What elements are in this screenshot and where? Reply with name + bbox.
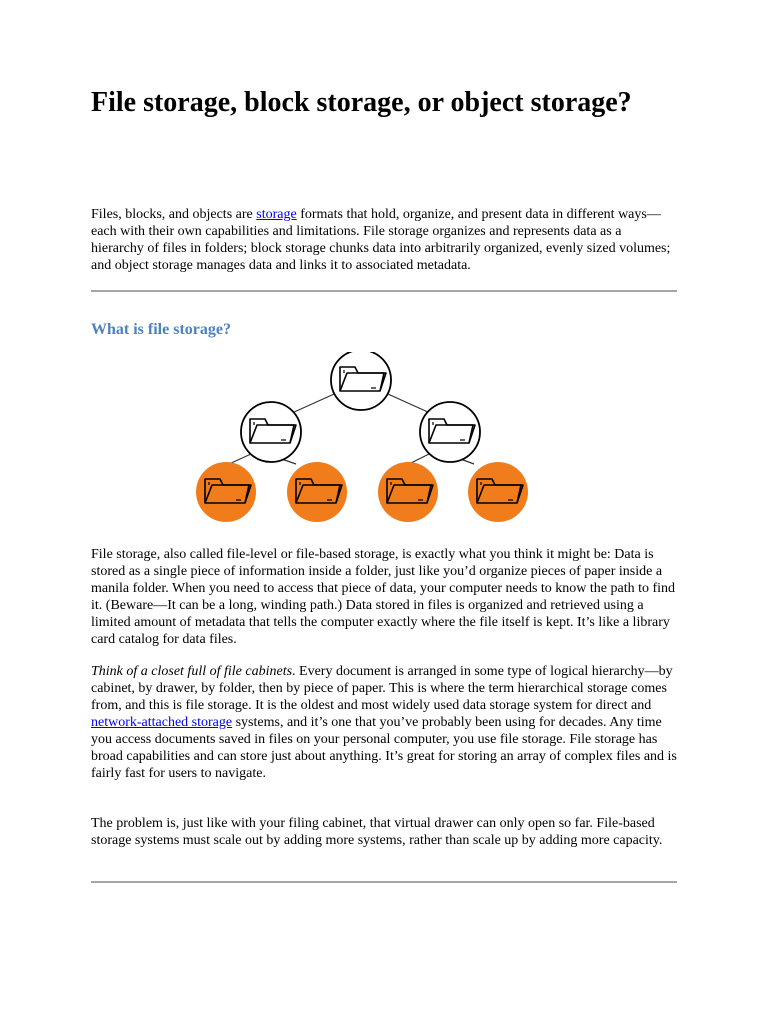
left-folder-node bbox=[241, 402, 301, 462]
italic-phrase: Think of a closet full of file cabinets bbox=[91, 664, 293, 679]
leaf-folder-node bbox=[196, 462, 256, 522]
paragraph-text: systems, and it’s one that you’ve probably been using for decades. Any time you access documents saved in files on your personal computer, you use file storage. File storage has broad capabilities and can store just about anything. It’s great for storing an array of complex files and is fairly fast for users to navigate. bbox=[91, 715, 677, 781]
paragraph-text: . Every document is arranged in some type of logical hierarchy—by cabinet, by drawer, by folder, then by piece of paper. This is where the term hierarchical storage comes from, and this is file storage. It is the oldest and most widely used data storage system for direct and bbox=[91, 664, 673, 713]
intro-text-end: formats that hold, organize, and present data in different ways—each with their own capabilities and limitations. File storage organizes and represents data as a hierarchy of files in folders; block storage chunks data into arbitrarily organized, evenly sized volumes; and object storage manages data and links it to associated metadata. bbox=[91, 207, 671, 273]
tree-link bbox=[229, 454, 251, 464]
root-folder-node bbox=[331, 352, 391, 410]
horizontal-divider bbox=[91, 881, 677, 883]
section-heading: What is file storage? bbox=[91, 321, 231, 338]
leaf-folder-node bbox=[468, 462, 528, 522]
network-attached-storage-link[interactable]: network-attached storage bbox=[91, 715, 233, 730]
leaf-folder-node bbox=[378, 462, 438, 522]
body-paragraph: File storage, also called file-level or file-based storage, is exactly what you think it might be: Data is stored as a single piece of information inside a folder, just like you’d organize pieces of paper inside a manila folder. When you need to access that piece of data, your computer needs to know the path to find it. (Beware—It can be a long, winding path.) Data stored in files is organized and retrieved using a limited amount of metadata that tells the computer exactly where the file itself is kept. It’s like a library card catalog for data files. bbox=[91, 547, 676, 647]
right-folder-node bbox=[420, 402, 480, 462]
horizontal-divider bbox=[91, 290, 677, 292]
leaf-folder-node bbox=[287, 462, 347, 522]
file-hierarchy-diagram bbox=[191, 352, 533, 528]
intro-paragraph bbox=[91, 206, 677, 274]
body-paragraph bbox=[91, 663, 677, 782]
intro-text-start: Files, blocks, and objects are bbox=[91, 207, 257, 222]
body-paragraph: The problem is, just like with your filing cabinet, that virtual drawer can only open so far. File-based storage systems must scale out by adding more systems, rather than scale up by adding more capacity. bbox=[91, 816, 663, 848]
document-title: File storage, block storage, or object storage? bbox=[91, 87, 632, 118]
storage-link[interactable]: storage bbox=[256, 207, 297, 222]
